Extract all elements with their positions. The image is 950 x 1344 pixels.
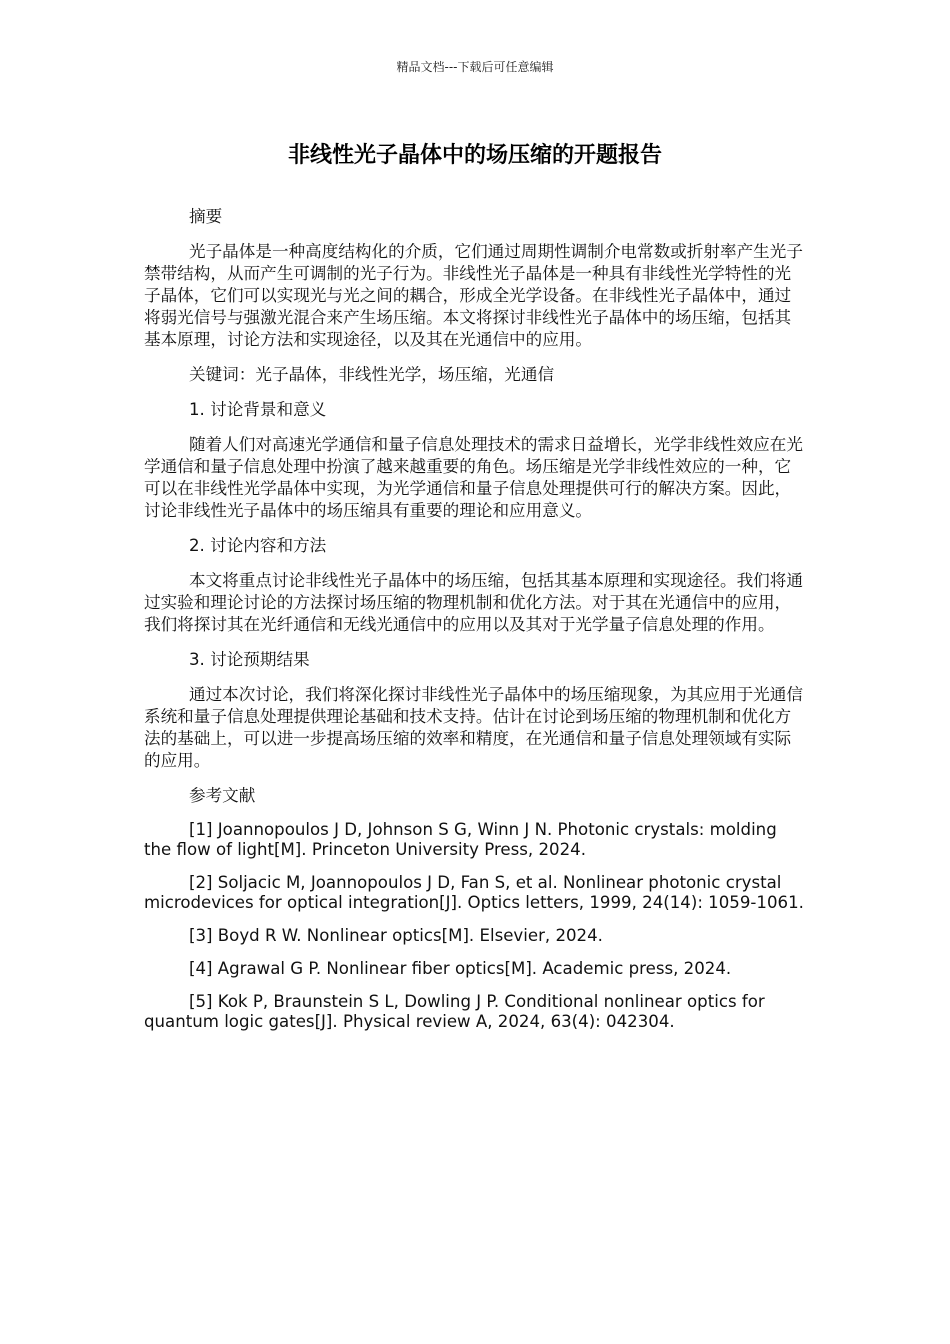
document-body xyxy=(144,206,806,1032)
document-title: 非线性光子晶体中的场压缩的开题报告 xyxy=(287,143,662,168)
abstract-body: 光子晶体是一种高度结构化的介质，它们通过周期性调制介电常数或折射率产生光子禁带结构，从而产生可调制的光子行为。非线性光子晶体是一种具有非线性光学特性的光子晶体，它们可以实现光与光之间的耦合，形成全光学设备。在非线性光子晶体中，通过将弱光信号与强激光混合来产生场压缩。本文将探讨非线性光子晶体中的场压缩，包括其基本原理，讨论方法和实现途径，以及其在光通信中的应用。 xyxy=(144,242,803,349)
section-heading: 3. 讨论预期结果 xyxy=(189,650,310,669)
section-heading: 1. 讨论背景和意义 xyxy=(189,400,327,419)
section-heading: 2. 讨论内容和方法 xyxy=(189,536,327,555)
reference-item: [5] Kok P, Braunstein S L, Dowling J P. Conditional nonlinear optics for quantum logic gates[J]. Physical review A, 2024, 63(4): 042304. xyxy=(144,992,765,1031)
reference-item: [2] Soljacic M, Joannopoulos J D, Fan S, et al. Nonlinear photonic crystal microdevices for optical integration[J]. Optics letters, 1999, 24(14): 1059-1061. xyxy=(144,873,804,912)
reference-item: [1] Joannopoulos J D, Johnson S G, Winn J N. Photonic crystals: molding the flow of light[M]. Princeton University Press, 2024. xyxy=(144,820,777,859)
section-body: 本文将重点讨论非线性光子晶体中的场压缩，包括其基本原理和实现途径。我们将通过实验和理论讨论的方法探讨场压缩的物理机制和优化方法。对于其在光通信中的应用，我们将探讨其在光纤通信和无线光通信中的应用以及其对于光学量子信息处理的作用。 xyxy=(144,571,803,634)
header-watermark: 精品文档---下载后可任意编辑 xyxy=(396,60,554,74)
references-heading: 参考文献 xyxy=(189,786,256,805)
section-body: 通过本次讨论，我们将深化探讨非线性光子晶体中的场压缩现象，为其应用于光通信系统和量子信息处理提供理论基础和技术支持。估计在讨论到场压缩的物理机制和优化方法的基础上，可以进一步提高场压缩的效率和精度，在光通信和量子信息处理领域有实际的应用。 xyxy=(144,685,803,770)
keywords: 关键词：光子晶体，非线性光学，场压缩，光通信 xyxy=(189,365,555,384)
section-body: 随着人们对高速光学通信和量子信息处理技术的需求日益增长，光学非线性效应在光学通信和量子信息处理中扮演了越来越重要的角色。场压缩是光学非线性效应的一种，它可以在非线性光学晶体中实现，为光学通信和量子信息处理提供可行的解决方案。因此，讨论非线性光子晶体中的场压缩具有重要的理论和应用意义。 xyxy=(144,435,803,520)
abstract-heading: 摘要 xyxy=(189,207,223,226)
reference-item: [4] Agrawal G P. Nonlinear fiber optics[M]. Academic press, 2024. xyxy=(189,959,732,978)
reference-item: [3] Boyd R W. Nonlinear optics[M]. Elsevier, 2024. xyxy=(189,926,603,945)
